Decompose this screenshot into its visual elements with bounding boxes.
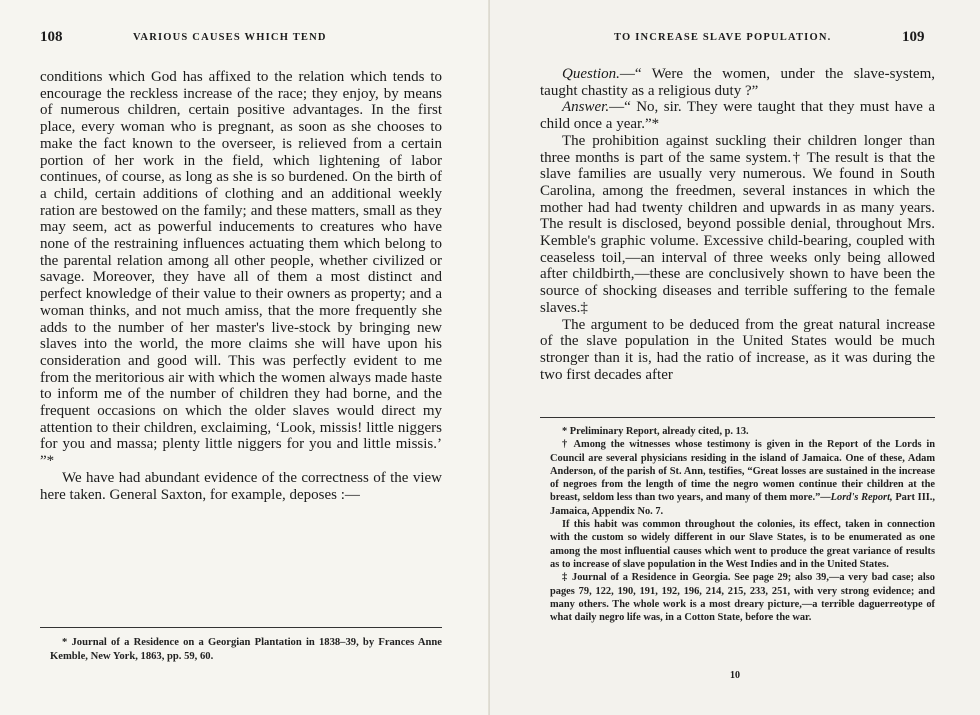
left-page-number: 108 — [40, 29, 63, 45]
right-paragraph-1: The prohibition against suckling their children longer than three months is part of the same system.† The result is that the slave families are usually very numerous. We found in South Carolina, among the freedmen, several instances in which the mother had had twenty children and upwards in as many years. The result is disclosed, beyond possible denial, throughout Mrs. Kemble's graphic volume. Excessive child-bearing, coupled with ceaseless toil,—an interval of three weeks only being allowed after childbirth,—these are conclusively shown to have been the source of shocking diseases and terrible suffering to the female slaves.‡ — [540, 132, 935, 316]
question-label: Question. — [562, 66, 620, 82]
left-running-head: VARIOUS CAUSES WHICH TEND — [133, 32, 327, 43]
answer-text: —“ No, sir. They were taught that they must have a child once a year.”* — [540, 99, 935, 133]
left-footnote-rule — [40, 627, 442, 628]
footnote-2: † Among the witnesses whose testimony is given in the Report of the Lords in Council are several physicians residing in the island of Jamaica. One of these, Adam Anderson, of the parish of St. Ann, testifies, “Great losses are sustained in the increase of negroes from the length of time the negro women continue their children at the breast, seldom less than two years, and many of them more.”—Lord's Report, Part III., Jamaica, Appendix No. 7. — [550, 439, 935, 517]
right-footnotes — [550, 425, 935, 624]
left-paragraph-1: conditions which God has affixed to the relation which tends to encourage the reckless increase of the race; they enjoy, by means of numerous children, certain positive advantages. In the first place, every woman who is pregnant, as soon as she chooses to make the fact known to the overseer, is relieved from a certain portion of her work in the field, which lightening of labor continues, of course, as long as she is so burdened. On the birth of a child, certain additions of clothing and an additional weekly ration are bestowed on the family; and these matters, small as they may seem, act as powerful inducements to creatures who have none of the restraining influences actuating them which belong to the parental relation among all other people, whether civilized or savage. Moreover, they have all of them a most distinct and perfect knowledge of their value to their owners as property; and a woman thinks, and not much amiss, that the more frequently she adds to the number of her master's live-stock by bringing new slaves into the world, the more claims she will have upon his consideration and good will. This was perfectly evident to me from the meritorious air with which the women always made haste to inform me of the number of children they had borne, and the frequent occasions on which the older slaves would direct my attention to their children, exclaiming, ‘Look, missis! little niggers for you and massa; plenty little niggers for you and little missis.’ ”* — [40, 69, 442, 470]
right-running-head: TO INCREASE SLAVE POPULATION. — [614, 32, 832, 43]
left-footnote: * Journal of a Residence on a Georgian Plantation in 1838–39, by Frances Anne Kemble, New York, 1863, pp. 59, 60. — [50, 637, 442, 662]
right-page — [490, 0, 980, 715]
footnote-3: ‡ Journal of a Residence in Georgia. See page 29; also 39,—a very bad case; also pages 79, 122, 190, 191, 192, 196, 214, 215, 233, 251, with very strong evidence; and many others. The whole work is a most dreary picture,—a terrible daguerreotype of what daily negro life was, in a Cotton State, before the war. — [550, 572, 935, 624]
right-page-number: 109 — [902, 29, 925, 45]
left-paragraph-2: We have had abundant evidence of the correctness of the view here taken. General Saxton, for example, deposes :— — [40, 469, 442, 503]
signature-mark: 10 — [730, 670, 740, 681]
right-body-text — [540, 66, 935, 383]
right-footnote-rule — [540, 417, 935, 418]
right-paragraph-2: The argument to be deduced from the great natural increase of the slave population in the United States would be much stronger than it is, had the ratio of increase, as it was during the two first decades after — [540, 316, 935, 383]
footnote-2-continued: If this habit was common throughout the colonies, its effect, taken in connection with the custom so widely different in our Slave States, is to be enumerated as one among the most influential causes which went to produce the great variance of results as to increase of slave population in the West Indies and in the United States. — [550, 519, 935, 570]
answer-paragraph — [540, 99, 935, 132]
left-body-text — [40, 69, 442, 503]
answer-label: Answer. — [562, 99, 610, 116]
question-text: —“ Were the women, under the slave-system, taught chastity as a religious duty ?” — [540, 66, 935, 99]
footnote-1: * Preliminary Report, already cited, p. 13. — [562, 426, 749, 437]
left-footnotes — [50, 636, 442, 663]
question-paragraph — [540, 66, 935, 99]
